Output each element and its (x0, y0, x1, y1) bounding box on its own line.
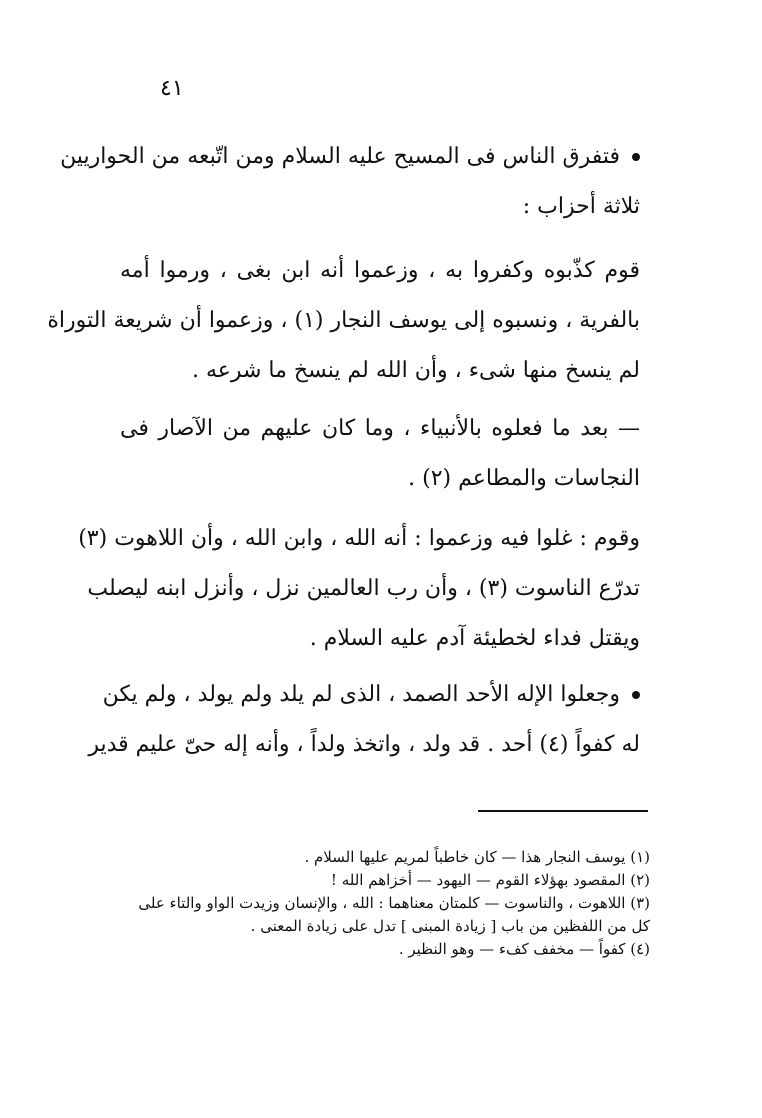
text-line: وجعلوا الإله الأحد الصمد ، الذى لم يلد ولم يولد ، ولم يكن (120, 670, 640, 720)
footnote-divider (478, 810, 648, 812)
text-line: ويقتل فداء لخطيئة آدم عليه السلام . (309, 626, 640, 651)
paragraph-three-groups (60, 132, 640, 232)
text-line: بالفرية ، ونسبوه إلى يوسف النجار (١) ، وزعموا أن شريعة التوراة (47, 308, 640, 333)
paragraph-deniers (47, 246, 640, 396)
paragraph-attributes (88, 670, 640, 770)
text-line: فتفرق الناس فى المسيح عليه السلام ومن اتّبعه من الحواريين (120, 132, 640, 182)
bullet-icon (632, 153, 640, 161)
text-line: تدرّع الناسوت (٣) ، وأن رب العالمين نزل ، وأنزل ابنه ليصلب (87, 576, 640, 601)
bullet-icon (632, 691, 640, 699)
footnote: (٤) كفواً — مخفف كفء — وهو النظير . (398, 940, 650, 958)
text-line: وقوم : غلوا فيه وزعموا : أنه الله ، وابن الله ، وأن اللاهوت (٣) (78, 526, 640, 551)
text-line: النجاسات والمطاعم (٢) . (408, 466, 640, 491)
text-line: له كفواً (٤) أحد . قد ولد ، واتخذ ولداً ، وأنه إله حىّ عليم قدير (88, 732, 640, 757)
text-line: ثلاثة أحزاب : (522, 194, 640, 219)
footnote: (٢) المقصود بهؤلاء القوم — اليهود — أخزاهم الله ! (330, 871, 650, 889)
footnote: (٣) اللاهوت ، والناسوت — كلمتان معناهما : الله ، والإنسان وزيدت الواو والتاء على (138, 894, 650, 912)
footnote: (١) يوسف النجار هذا — كان خاطباً لمريم عليها السلام . (304, 848, 650, 866)
footnote-continuation: كل من اللفظين من باب [ زيادة المبنى ] تدل على زيادة المعنى . (250, 917, 650, 935)
footnotes (110, 846, 650, 961)
text-line: — بعد ما فعلوه بالأنبياء ، وما كان عليهم من الآصار فى (120, 416, 640, 441)
page-number: ٤١ (160, 76, 184, 101)
paragraph-after-prophets (120, 404, 640, 504)
text-line: لم ينسخ منها شىء ، وأن الله لم ينسخ ما شرعه . (191, 358, 640, 383)
paragraph-exaggerators (78, 514, 640, 664)
text-line: قوم كذّبوه وكفروا به ، وزعموا أنه ابن بغى ، ورموا أمه (120, 258, 640, 283)
